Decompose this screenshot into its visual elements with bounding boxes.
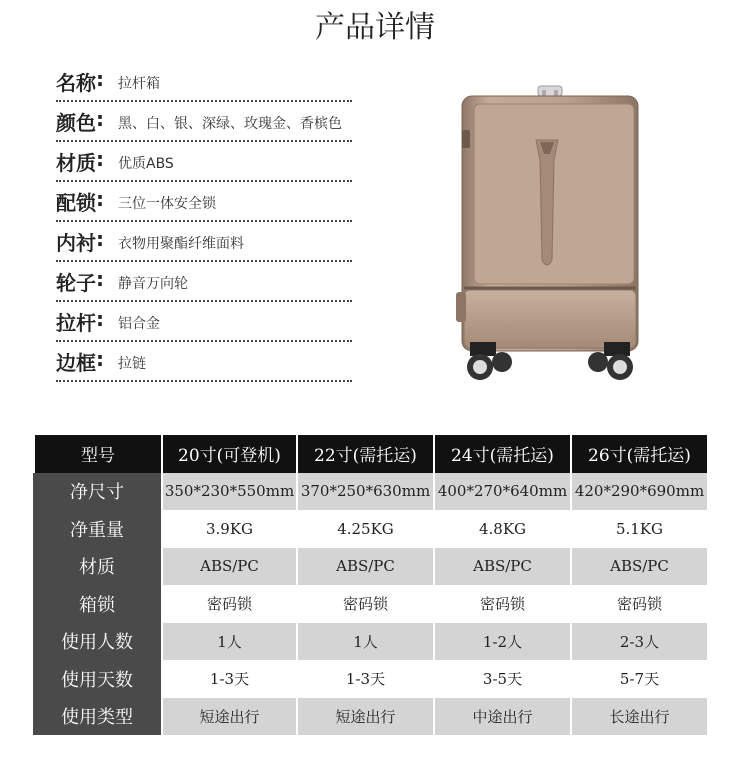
spec-row-frame: 边框 : 拉链	[56, 342, 352, 382]
table-row	[33, 623, 707, 661]
table-cell: 1-2人	[433, 623, 570, 661]
spec-value: 三位一体安全锁	[118, 196, 216, 212]
table-row	[33, 510, 707, 548]
row-label: 使用类型	[33, 698, 161, 736]
page-title: 产品详情	[315, 10, 435, 45]
table-cell: 密码锁	[161, 585, 296, 623]
table-row	[33, 473, 707, 511]
spec-key: 材质	[56, 151, 96, 175]
spec-key: 边框	[56, 351, 96, 375]
table-row	[33, 585, 707, 623]
table-cell: 密码锁	[570, 585, 707, 623]
spec-row-color: 颜色 : 黑、白、银、深绿、玫瑰金、香槟色	[56, 102, 352, 142]
table-header-row	[33, 435, 707, 473]
dotted-divider	[56, 380, 352, 382]
table-cell: 短途出行	[161, 698, 296, 736]
table-header-cell: 24寸(需托运)	[433, 435, 570, 473]
spec-key: 颜色	[56, 111, 96, 135]
table-cell: 1-3天	[296, 660, 433, 698]
table-cell: 密码锁	[433, 585, 570, 623]
table-cell: 420*290*690mm	[570, 473, 707, 511]
table-cell: 5-7天	[570, 660, 707, 698]
table-cell: 密码锁	[296, 585, 433, 623]
spec-value: 衣物用聚酯纤维面料	[118, 236, 244, 252]
spec-row-lining: 内衬 : 衣物用聚酯纤维面料	[56, 222, 352, 262]
spec-row-name: 名称 : 拉杆箱	[56, 62, 352, 102]
row-label: 材质	[33, 548, 161, 586]
table-row	[33, 548, 707, 586]
spec-row-handle: 拉杆 : 铝合金	[56, 302, 352, 342]
spec-row-wheels: 轮子 : 静音万向轮	[56, 262, 352, 302]
spec-value: 优质ABS	[118, 156, 174, 172]
spec-key: 名称	[56, 71, 96, 95]
spec-row-lock: 配锁 : 三位一体安全锁	[56, 182, 352, 222]
row-label: 净尺寸	[33, 473, 161, 511]
spec-row-material: 材质 : 优质ABS	[56, 142, 352, 182]
spec-key: 配锁	[56, 191, 96, 215]
row-label: 使用天数	[33, 660, 161, 698]
spec-value: 黑、白、银、深绿、玫瑰金、香槟色	[118, 116, 342, 132]
suitcase-image	[440, 80, 660, 385]
table-cell: 长途出行	[570, 698, 707, 736]
table-cell: 1人	[161, 623, 296, 661]
table-cell: 1-3天	[161, 660, 296, 698]
row-label: 净重量	[33, 510, 161, 548]
table-cell: ABS/PC	[433, 548, 570, 586]
spec-key: 拉杆	[56, 311, 96, 335]
row-label: 使用人数	[33, 623, 161, 661]
table-cell: 370*250*630mm	[296, 473, 433, 511]
table-cell: ABS/PC	[296, 548, 433, 586]
spec-value: 拉杆箱	[118, 76, 160, 92]
spec-value: 静音万向轮	[118, 276, 188, 292]
table-cell: 400*270*640mm	[433, 473, 570, 511]
table-cell: 3.9KG	[161, 510, 296, 548]
size-spec-table	[33, 435, 707, 735]
table-cell: 1人	[296, 623, 433, 661]
table-cell: ABS/PC	[570, 548, 707, 586]
table-row	[33, 660, 707, 698]
table-cell: 2-3人	[570, 623, 707, 661]
table-cell: 中途出行	[433, 698, 570, 736]
table-cell: 350*230*550mm	[161, 473, 296, 511]
spec-key: 内衬	[56, 231, 96, 255]
table-cell: 5.1KG	[570, 510, 707, 548]
table-row	[33, 698, 707, 736]
table-cell: 3-5天	[433, 660, 570, 698]
table-header-label: 型号	[33, 435, 161, 473]
table-header-cell: 20寸(可登机)	[161, 435, 296, 473]
table-cell: 4.25KG	[296, 510, 433, 548]
table-header-cell: 26寸(需托运)	[570, 435, 707, 473]
spec-value: 铝合金	[118, 316, 160, 332]
row-label: 箱锁	[33, 585, 161, 623]
table-header-cell: 22寸(需托运)	[296, 435, 433, 473]
spec-value: 拉链	[118, 356, 146, 372]
table-cell: ABS/PC	[161, 548, 296, 586]
table-cell: 短途出行	[296, 698, 433, 736]
spec-key: 轮子	[56, 271, 96, 295]
table-cell: 4.8KG	[433, 510, 570, 548]
